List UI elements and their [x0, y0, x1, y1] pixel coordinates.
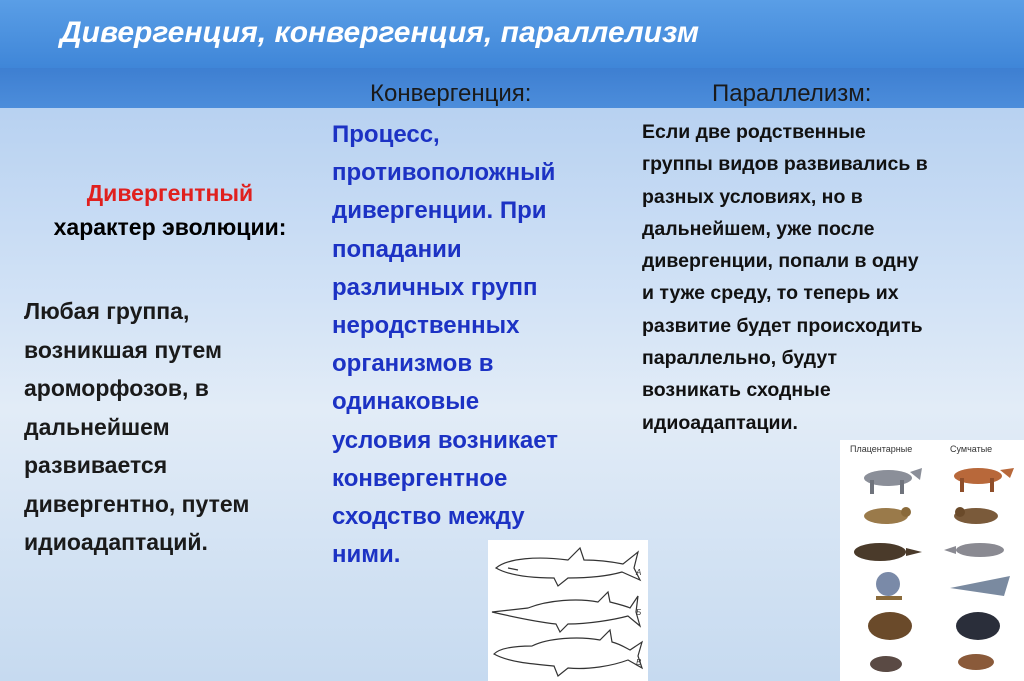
anteater-pair [854, 543, 1004, 561]
convergent-forms-figure [488, 540, 648, 681]
convergence-line: различных групп [332, 273, 538, 301]
ichthyosaur-outline [492, 592, 640, 632]
figure-letter-b: Б [636, 608, 642, 617]
parallel-animals-figure [840, 440, 1024, 681]
divergence-heading-line2: характер эволюции: [53, 214, 287, 240]
animals-drawing [840, 440, 1024, 681]
divergence-text [24, 292, 324, 562]
convergence-line: ними. [332, 541, 401, 569]
convergence-line: дивергенции. При [332, 197, 547, 225]
divergence-line: развивается [24, 452, 168, 478]
cat-pair [864, 507, 998, 524]
convergence-line: условия возникает [332, 426, 558, 454]
convergence-text [332, 116, 622, 574]
parallelism-line: разных условиях, но в [642, 185, 863, 208]
divergence-line: Любая группа, [24, 298, 190, 324]
convergence-line: попадании [332, 235, 462, 263]
figure-letter-v: В [636, 658, 642, 667]
parallelism-line: возникать сходные [642, 379, 831, 402]
slide-title: Дивергенция, конвергенция, параллелизм [60, 16, 700, 49]
convergence-line: конвергентное [332, 464, 508, 492]
placentals-label: Плацентарные [850, 444, 913, 454]
convergence-line: организмов в [332, 350, 494, 378]
convergence-line: Процесс, [332, 121, 440, 148]
figure-letter-a: А [636, 568, 642, 577]
parallelism-line: Если две родственные [642, 121, 866, 143]
title-bar [0, 0, 1024, 68]
divergence-line: идиоадаптаций. [24, 529, 208, 555]
parallelism-header: Параллелизм: [712, 80, 872, 107]
parallelism-line: дальнейшем, уже после [642, 217, 875, 240]
convergence-line: сходство между [332, 503, 525, 531]
convergence-header: Конвергенция: [370, 80, 532, 107]
divergence-heading-line1: Дивергентный [86, 180, 254, 206]
parallelism-line: развитие будет происходить [642, 314, 923, 337]
divergence-line: дальнейшем [24, 413, 170, 440]
convergence-line: одинаковые [332, 388, 480, 416]
glider-pair [876, 572, 1010, 600]
parallelism-line: идиоадаптации. [642, 411, 798, 434]
convergence-line: противоположный [332, 159, 556, 187]
parallelism-line: и туже среду, то теперь их [642, 282, 899, 305]
divergence-heading [20, 176, 320, 244]
convergent-forms-drawing [488, 540, 648, 681]
shark-outline [496, 548, 640, 586]
wolf-pair [864, 468, 1014, 494]
parallelism-text [642, 116, 1022, 439]
marmot-pair [868, 612, 1000, 640]
divergence-line: возникшая путем [24, 336, 223, 363]
parallelism-line: параллельно, будут [642, 347, 838, 370]
dolphin-outline [494, 630, 642, 676]
divergence-line: ароморфозов, в [24, 375, 209, 401]
marsupials-label: Сумчатые [950, 444, 993, 454]
parallelism-line: дивергенции, попали в одну [642, 250, 919, 273]
convergence-line: неродственных [332, 312, 520, 340]
parallelism-line: группы видов развивались в [642, 153, 928, 176]
mouse-pair [870, 654, 994, 672]
divergence-line: дивергентно, путем [24, 490, 250, 517]
